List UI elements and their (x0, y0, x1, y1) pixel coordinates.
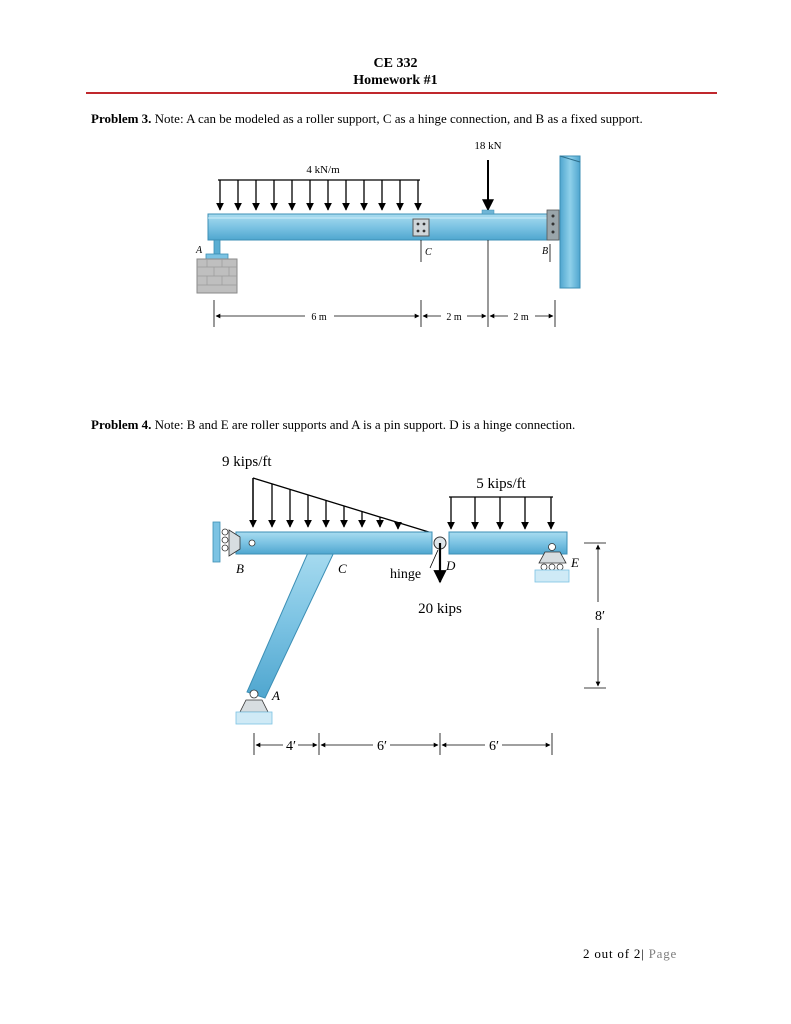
problem-3-figure (195, 140, 580, 327)
dimension-6ft-left: 6′ (376, 739, 388, 754)
label-B: B (542, 246, 549, 257)
right-beam (449, 532, 567, 554)
roller-support-icon (214, 240, 220, 254)
point-load-label: 18 kN (474, 140, 502, 152)
dimension-2m-right: 2 m (513, 312, 529, 323)
course-title: CE 332 (373, 56, 418, 71)
dimension-6ft-right: 6′ (488, 739, 500, 754)
inclined-member (247, 548, 336, 698)
roller-B-wall-icon (213, 522, 220, 562)
hinge-label: hinge (390, 567, 422, 582)
left-beam (236, 532, 432, 554)
uniform-load-arrows (449, 497, 553, 529)
horizontal-dimension-lines (254, 733, 552, 755)
dimension-6m: 6 m (311, 312, 327, 323)
triangular-load-arrows (253, 478, 432, 533)
label-B: B (236, 561, 244, 576)
pin-A-icon (240, 700, 268, 712)
distributed-load-arrows (218, 180, 420, 210)
assignment-title: Homework #1 (353, 73, 438, 88)
fixed-wall-icon (560, 156, 580, 288)
page-footer (583, 946, 677, 962)
label-C: C (425, 247, 432, 258)
label-A: A (272, 688, 280, 703)
problem-3-label: Problem 3. (91, 111, 152, 126)
label-C: C (338, 561, 347, 576)
problem-4-figure (213, 454, 606, 755)
problem-4-note: Note: B and E are roller supports and A is a pin support. D is a hinge connection. (151, 417, 576, 432)
dimension-8ft: 8′ (594, 609, 606, 624)
label-A: A (196, 245, 203, 256)
triangular-load-label: 9 kips/ft (222, 454, 272, 470)
dimension-2m-left: 2 m (446, 312, 462, 323)
dimension-4ft: 4′ (285, 739, 297, 754)
label-E: E (571, 555, 579, 570)
distributed-load-label: 4 kN/m (306, 164, 340, 176)
dimension-lines (214, 240, 555, 327)
point-load-20-label: 20 kips (418, 601, 462, 617)
page-count: 2 out of 2| (583, 946, 645, 961)
uniform-load-label: 5 kips/ft (476, 476, 526, 492)
problem-3-note: Note: A can be modeled as a roller support, C as a hinge connection, and B as a fixed support. (151, 111, 643, 126)
label-D: D (446, 558, 456, 573)
hinge-plate-icon (413, 219, 429, 236)
problem-4-label: Problem 4. (91, 417, 152, 432)
page-word: Page (644, 946, 678, 961)
